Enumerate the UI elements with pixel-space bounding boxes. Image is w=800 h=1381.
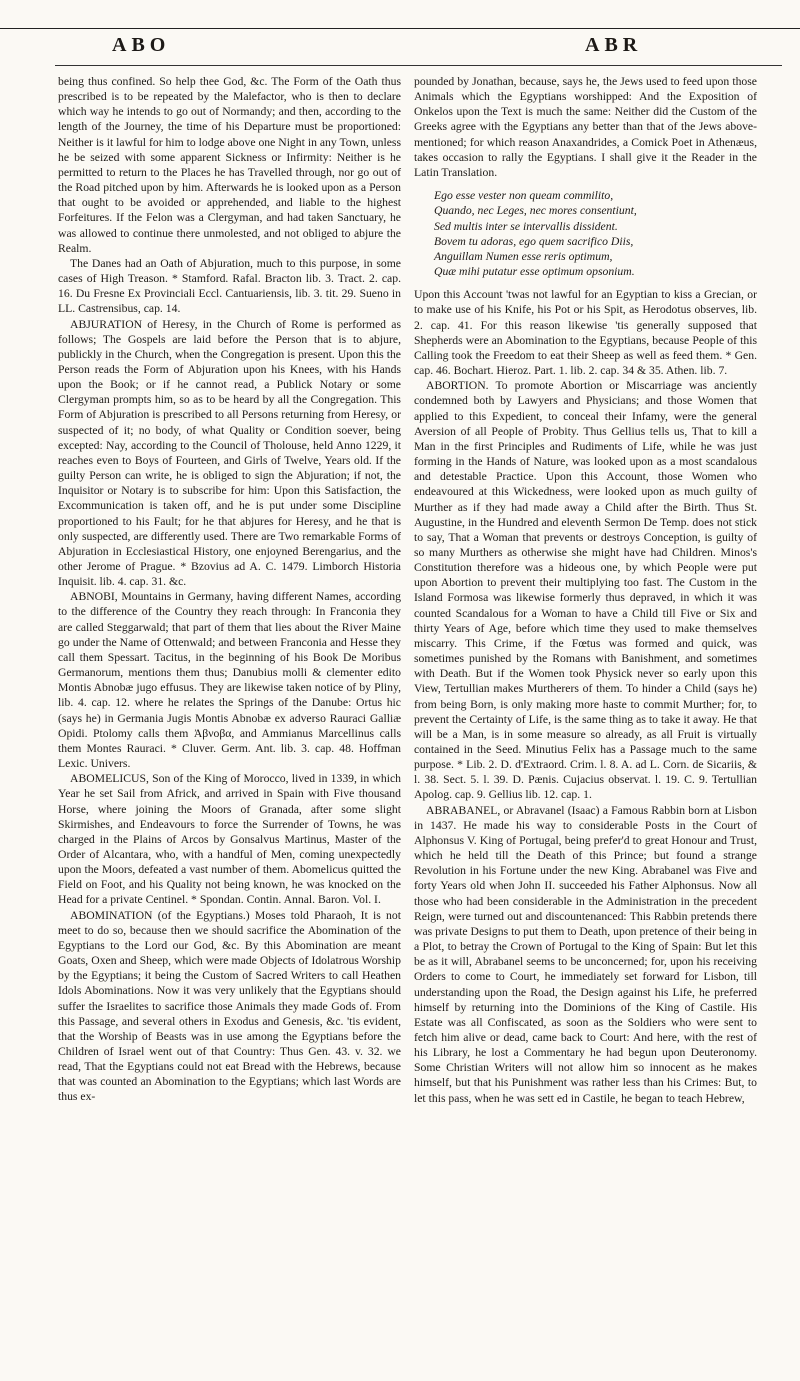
running-head-right: ABR [585,34,643,56]
left-paragraph: ABNOBI, Mountains in Germany, having different Names, according to the difference of the Country they reach through: In Franconia they are called Steggarwald; that part of them that lies about the River Maine go under the Name of Ottenwald; and between Franconia and Hesse they call them Spessart. Tacitus, in the beginning of his Book De Moribus Germanorum, mentions them thus; Danubius molli & clementer edito Montis Abnobæ jugo effusus. They are likewise taken notice of by Pliny, lib. 4. cap. 12. where he relates the Springs of the Danube: Ortus hic (says he) in Germania Jugis Montis Abnobæ ex adverso Rauraci Galliæ Opidi. Ptolomy calls them Ἀβνοβα, and Ammianus Marcellinus calls them Montes Rauraci. * Cluver. Germ. Ant. lib. 3. cap. 48. Hoffman Lexic. Univers. [58,590,401,771]
verse-line: Bovem tu adoras, ego quem sacrifico Diis, [434,234,634,248]
verse-line: Sed multis inter se intervallis dissident. [434,219,618,233]
left-column [58,74,401,1105]
left-paragraph: ABOMELICUS, Son of the King of Morocco, lived in 1339, in which Year he set Sail from Africk, and arrived in Spain with Five thousand Horse, where joining the Moors of Granada, after some slight Skirmishes, and Endeavours to force the Surrender of Towns, he was charged in the Plains of Arcos by Gonsalvus Martinus, Master of the Order of Alcantara, who, with a handful of Men, coming unexpectedly upon the Moors, defeated a vast number of them. Abomelicus quitted the Field on Foot, and his Quality not being known, he was knocked on the Head for a private Centinel. * Spondan. Contin. Annal. Baron. Vol. I. [58,772,401,907]
verse-line: Quæ mihi putatur esse optimum opsonium. [434,265,635,279]
verse-line: Ego esse vester non queam commilito, [434,189,614,203]
latin-verse-quote [434,188,757,279]
right-intro-paragraph: pounded by Jonathan, because, says he, the Jews used to feed upon those Animals which the Egyptians worshipped: And the Exposition of Onkelos upon the Text is much the same: Neither did the Custom of the Greeks agree with the Egyptians any better than that of the Jews above-mentioned; for which reason Anaxandrides, a Comick Poet in Athenæus, takes occasion to rally the Egyptians. I shall give it the Reader in the Latin Translation. [414,75,757,179]
left-paragraph: being thus confined. So help thee God, &c. The Form of the Oath thus prescribed is to be repeated by the Malefactor, who is then to declare which way he intends to go out of Normandy; and then, according to the length of the Journey, the time of his Departure must be proportioned: Neither is it lawful for him to lodge above one Night in any Town, unless he be seized with some apparent Sickness or Infirmity: Neither is he permitted to return to the Places he has Travelled through, nor go out of the Road pitched upon by him. Afterwards he is looked upon as a Person that ought to be avoided or apprehended, and liable to the highest Forfeitures. If the Felon was a Clergyman, and had taken Sanctuary, he was allowed to continue there unmolested, and not obliged to abjure the Realm. [58,75,401,255]
running-head-left: ABO [112,34,171,56]
right-paragraph: ABRABANEL, or Abravanel (Isaac) a Famous Rabbin born at Lisbon in 1437. He made his way to considerable Posts in the Court of Alphonsus V. King of Portugal, being prefer'd to great Honour and Trust, which he held till the Death of this Prince; but found a strange Revolution in his Fortune under the new King. Abrabanel was Five and forty Years old when John II. succeeded his Father Alphonsus. Now all those who had been considerable in the Administration in the precedent Reign, were turned out and discountenanced: This Rabbin pretends there was private Designs to put them to Death, upon pretence of their being in a Plot, to betray the Crown of Portugal to the King of Spain: But let this be as it will, Abrabanel seems to be unconcerned; for, upon his receiving Orders to come to Court, he immediately set forward for Lisbon, till understanding upon the Road, the Design against his Life, he preferred himself by returning into the Dominions of the King of Castile. His Estate was all Confiscated, as soon as the Soldiers who were sent to fetch him alive or dead, came back to Court: And here, with the rest of his Library, he lost a Commentary he had begun upon Deuteronomy. Some Christian Writers will not allow him so innocent as he makes himself, but that his Punishment was rather less than his Crimes: But, to let this pass, when he was sett ed in Castile, he began to teach Hebrew, [414,803,757,1105]
right-paragraph: Upon this Account 'twas not lawful for an Egyptian to kiss a Grecian, or to make use of his Knife, his Pot or his Spit, as Herodotus observes, lib. 2. cap. 41. For this reason likewise 'tis generally supposed that Shepherds were an Abomination to the Egyptians, because People of this Calling took the Freedom to eat their Sheep as well as feed them. * Gen. cap. 46. Bochart. Hieroz. Part. 1. lib. 2. cap. 34 & 35. Athen. lib. 7. [414,288,757,378]
right-paragraph: ABORTION. To promote Abortion or Miscarriage was anciently condemned both by Lawyers and Physicians; and those Women that applied to this Expedient, to conceal their Infamy, were the general Aversion of all People of Probity. Thus Gellius tells us, That to kill a Man in the first Principles and Rudiments of Life, while he was just forming in the Hands of Nature, was looked upon as a most scandalous and detestable Practice. Upon this Account, those Women who endeavoured at this Wickedness, were looked upon as much guilty of Murther as if they had made away a Child after the Birth. Thus St. Augustine, in the Hundred and eleventh Sermon De Temp. does not stick to say, That a Woman that prevents or destroys Conception, is guilty of so many Murthers as otherwise she might have had Children. Minos's Constitution therefore was a hideous one, by which People were put upon Abortion to prevent their multiplying too fast. The Custom in the Island Formosa was likewise formerly thus depraved, in which it was counted Scandalous for a Woman to have a Child till Five or Six and thirty Years of Age, before which time they used to make themselves miscarry. This Crime, if the Fœtus was formed and quick, was sometimes punished by the Romans with Banishment, and sometimes with Death. But if the Women took Physick never so early upon this View, Tertullian makes Murtherers of them. To hinder a Child (says he) from being Born, is only making more haste to commit Murther; for, to prevent the Certainty of Life, is the same thing as to take it away. He that will be a Man, is in some measure so already, as all Fruit is virtually contained in the Seed. Minutius Felix has a Passage much to the same purpose. * Lib. 2. D. d'Extraord. Crim. l. 8. A. ad L. Corn. de Sicariis, & l. 38. Sect. 5. l. 39. D. Pænis. Cujacius observat. l. 19. C. 9. Tertullian Apolog. cap. 9. Gellius lib. 12. cap. 1. [414,379,757,802]
verse-line: Quando, nec Leges, nec mores consentiunt, [434,204,637,218]
header-rule [55,65,782,66]
verse-line: Anguillam Numen esse reris optimum, [434,249,613,263]
left-paragraph: ABOMINATION (of the Egyptians.) Moses told Pharaoh, It is not meet to do so, because then we should sacrifice the Abomination of the Egyptians to the Lord our God, &c. By this Abomination are meant Goats, Oxen and Sheep, which were made Objects of Idolatrous Worship by the Egyptians; it being the Custom of Sacred Writers to call Heathen Idols Abominations. Now it was very unlikely that the Egyptians should suffer the Israelites to sacrifice those Animals they made Gods of. From this Passage, and several others in Exodus and Genesis, &c. 'tis evident, that the Worship of Beasts was in use among the Egyptians before the Children of Israel went out of that Country: Thus Gen. 43. v. 32. we read, That the Egyptians could not eat Bread with the Hebrews, because that was counted an Abomination to the Egyptians; which last Words are thus ex- [58,908,401,1104]
left-paragraph: The Danes had an Oath of Abjuration, much to this purpose, in some cases of High Treason. * Stamford. Rafal. Bracton lib. 3. Tract. 2. cap. 16. Du Fresne Ex Provinciali Eccl. Cantuariensis, lib. 3. tit. 29. Sueno in LL. Castrensibus, cap. 14. [58,256,401,316]
left-paragraph: ABJURATION of Heresy, in the Church of Rome is performed as follows; The Gospels are laid before the Person that is to abjure, publickly in the Church, when the Congregation is present. Upon this the Person reads the Form of Abjuration upon his Knees, with his Hands upon the Book; or if he cannot read, a Publick Notary or some Clergyman prompts him, so as to be heard by all the Congregation. This Form of Abjuration is prescribed to all Persons returning from Heresy, or suspected of it; no body, of what Quality or Condition soever, being excepted: Nay, according to the Council of Tholouse, held Anno 1229, it reaches even to Boys of Fourteen, and Girls of Twelve, Years old. If the guilty Person can write, he is obliged to sign the Abjuration; if not, the Inquisitor or Notary is to subscribe for him: Upon this Satisfaction, the Excommunication is taken off, and he is put under some Discipline proportioned to his Fault; for he that abjures for Heresy, and he that is only suspected, are differently used. There are Two remarkable Forms of Abjuration in Ecclesiastical History, one enjoyned Berengarius, and the other Jerome of Prague. * Bzovius ad A. C. 1479. Limborch Historia Inquisit. lib. 4. cap. 31. &c. [58,317,401,589]
right-column [414,74,757,1106]
top-rule [0,28,800,29]
